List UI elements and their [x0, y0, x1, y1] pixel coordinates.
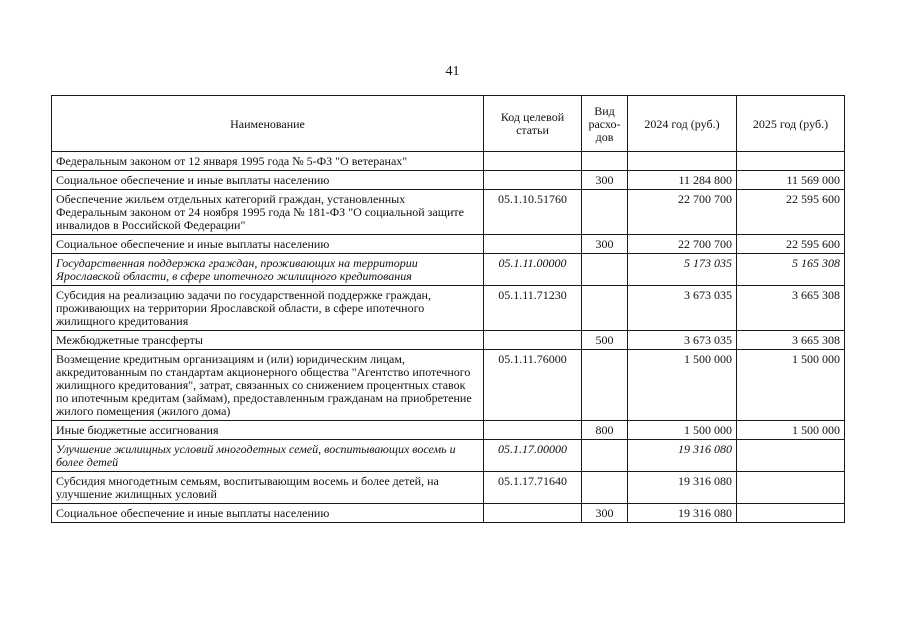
cell-2025 [737, 440, 845, 472]
cell-type [582, 472, 628, 504]
cell-name: Социальное обеспечение и иные выплаты населению [52, 171, 484, 190]
cell-type: 300 [582, 235, 628, 254]
cell-2025: 3 665 308 [737, 331, 845, 350]
cell-code: 05.1.11.00000 [484, 254, 582, 286]
cell-2024: 11 284 800 [628, 171, 737, 190]
cell-2024: 5 173 035 [628, 254, 737, 286]
cell-code: 05.1.17.00000 [484, 440, 582, 472]
header-code: Код целевой статьи [484, 96, 582, 152]
cell-name: Федеральным законом от 12 января 1995 года № 5-ФЗ "О ветеранах" [52, 152, 484, 171]
header-2024: 2024 год (руб.) [628, 96, 737, 152]
cell-name: Иные бюджетные ассигнования [52, 421, 484, 440]
cell-name: Субсидия многодетным семьям, воспитывающим восемь и более детей, на улучшение жилищных условий [52, 472, 484, 504]
cell-type [582, 350, 628, 421]
table-row [52, 235, 845, 254]
cell-2025: 1 500 000 [737, 350, 845, 421]
cell-2025: 22 595 600 [737, 235, 845, 254]
cell-code: 05.1.11.76000 [484, 350, 582, 421]
table-header-row [52, 96, 845, 152]
table-row [52, 286, 845, 331]
cell-2024 [628, 152, 737, 171]
table-row [52, 472, 845, 504]
cell-2025: 3 665 308 [737, 286, 845, 331]
table-row [52, 254, 845, 286]
cell-2025: 11 569 000 [737, 171, 845, 190]
cell-code [484, 152, 582, 171]
budget-table [51, 95, 845, 523]
cell-2025 [737, 152, 845, 171]
cell-type [582, 286, 628, 331]
table-row [52, 152, 845, 171]
page-number: 41 [445, 64, 460, 79]
header-type: Вид расхо-дов [582, 96, 628, 152]
cell-2024: 22 700 700 [628, 190, 737, 235]
table-row [52, 440, 845, 472]
cell-name: Возмещение кредитным организациям и (или) юридическим лицам, аккредитованным по стандартам акционерного общества "Агентство ипотечного жилищного кредитования", затрат, связанных со снижением процентных ставок по ипотечным кредитам (займам), предоставленным гражданам на приобретение жилого помещения (жилого дома) [52, 350, 484, 421]
cell-2025: 5 165 308 [737, 254, 845, 286]
cell-type [582, 152, 628, 171]
table-row [52, 421, 845, 440]
cell-2025 [737, 504, 845, 523]
cell-2024: 19 316 080 [628, 472, 737, 504]
table-row [52, 171, 845, 190]
cell-2024: 1 500 000 [628, 350, 737, 421]
cell-code [484, 171, 582, 190]
cell-2025 [737, 472, 845, 504]
cell-type: 500 [582, 331, 628, 350]
cell-code: 05.1.11.71230 [484, 286, 582, 331]
header-name: Наименование [52, 96, 484, 152]
cell-type: 300 [582, 171, 628, 190]
cell-code [484, 421, 582, 440]
header-2025: 2025 год (руб.) [737, 96, 845, 152]
cell-name: Социальное обеспечение и иные выплаты населению [52, 504, 484, 523]
cell-2024: 3 673 035 [628, 331, 737, 350]
cell-name: Субсидия на реализацию задачи по государственной поддержке граждан, проживающих на территории Ярославской области, в сфере ипотечного жилищного кредитования [52, 286, 484, 331]
cell-2024: 19 316 080 [628, 504, 737, 523]
cell-2024: 3 673 035 [628, 286, 737, 331]
cell-name: Обеспечение жильем отдельных категорий граждан, установленных Федеральным законом от 24 ноября 1995 года № 181-ФЗ "О социальной защите инвалидов в Российской Федерации" [52, 190, 484, 235]
cell-type: 300 [582, 504, 628, 523]
cell-code: 05.1.17.71640 [484, 472, 582, 504]
table-row [52, 190, 845, 235]
cell-name: Межбюджетные трансферты [52, 331, 484, 350]
cell-type [582, 254, 628, 286]
table-body [52, 152, 845, 523]
cell-code: 05.1.10.51760 [484, 190, 582, 235]
cell-name: Государственная поддержка граждан, проживающих на территории Ярославской области, в сфере ипотечного жилищного кредитования [52, 254, 484, 286]
cell-code [484, 504, 582, 523]
cell-type: 800 [582, 421, 628, 440]
cell-2024: 1 500 000 [628, 421, 737, 440]
cell-code [484, 331, 582, 350]
cell-code [484, 235, 582, 254]
cell-name: Социальное обеспечение и иные выплаты населению [52, 235, 484, 254]
table-row [52, 331, 845, 350]
cell-type [582, 440, 628, 472]
table-row [52, 350, 845, 421]
cell-2025: 1 500 000 [737, 421, 845, 440]
cell-name: Улучшение жилищных условий многодетных семей, воспитывающих восемь и более детей [52, 440, 484, 472]
table-row [52, 504, 845, 523]
cell-2025: 22 595 600 [737, 190, 845, 235]
cell-type [582, 190, 628, 235]
cell-2024: 22 700 700 [628, 235, 737, 254]
cell-2024: 19 316 080 [628, 440, 737, 472]
